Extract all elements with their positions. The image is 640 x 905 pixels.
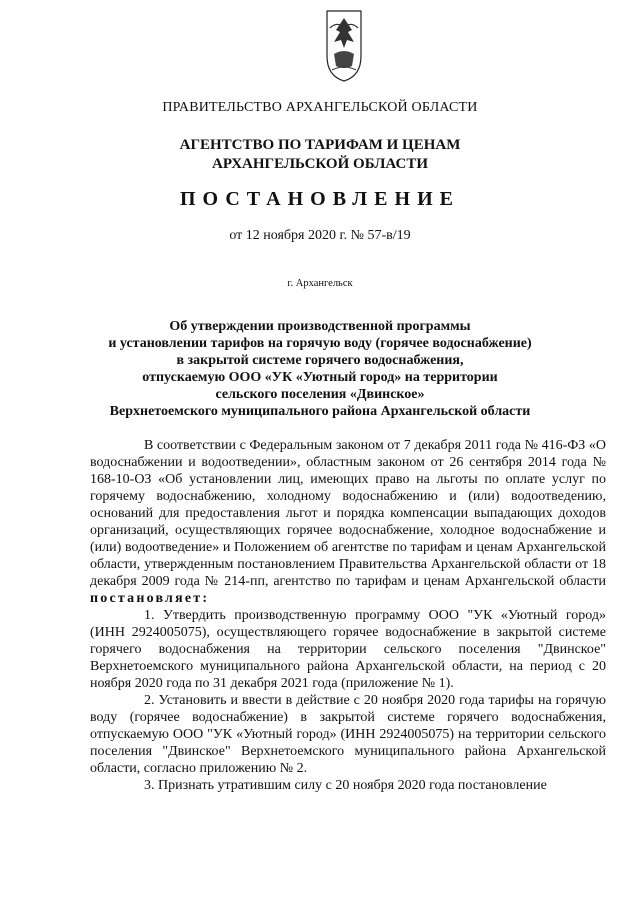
coat-of-arms-emblem [324,8,364,84]
subject-line-3: в закрытой системе горячего водоснабжения, [176,353,464,368]
subject-line-6: Верхнетоемского муниципального района Архангельской области [109,404,531,419]
agency-line-2: АРХАНГЕЛЬСКОЙ ОБЛАСТИ [212,156,428,172]
subject-line-1: Об утверждении производственной программы [169,319,471,334]
preamble-text: В соответствии с Федеральным законом от 7 декабря 2011 года № 416-ФЗ «О водоснабжении и водоотведении», областным законом от 26 сентября 2014 года № 168-10-ОЗ «Об установлении лиц, имеющих право на льготы по оплате услуг по горячему водоснабжению, холодному водоснабжению и (или) водоотведению, оснований для предоставления льгот и порядка компенсации выпадающих доходов организаций, осуществляющих горячее водоснабжение, холодное водоснабжение и (или) водоотведение» и Положением об агентстве по тарифам и ценам Архангельской области, утвержденным постановлением Правительства Архангельской области от 18 декабря 2009 года № 214-пп, агентство по тарифам и ценам Архангельской области [90,438,606,589]
document-date-number: от 12 ноября 2020 г. № 57-в/19 [229,228,411,243]
item-3-paragraph: 3. Признать утратившим силу с 20 ноября 2020 года постановление [144,778,547,793]
subject-line-4: отпускаемую ООО «УК «Уютный город» на территории [142,370,498,385]
government-name: ПРАВИТЕЛЬСТВО АРХАНГЕЛЬСКОЙ ОБЛАСТИ [162,100,478,115]
preamble-paragraph [90,437,606,607]
resolves-keyword: постановляет: [90,591,210,606]
subject-line-2: и установлении тарифов на горячую воду (горячее водоснабжение) [108,336,532,351]
document-body [90,437,606,794]
document-city: г. Архангельск [287,278,353,289]
agency-name [0,136,640,174]
item-1-paragraph: 1. Утвердить производственную программу ООО "УК «Уютный город» (ИНН 2924005075), осуществляющего горячее водоснабжение в закрытой системе горячего водоснабжения на территории сельского поселения "Двинское" Верхнетоемского муниципального района Архангельской области, на период с 20 ноября 2020 года по 31 декабря 2021 года (приложение № 1). [90,608,606,691]
agency-line-1: АГЕНТСТВО ПО ТАРИФАМ И ЦЕНАМ [179,137,461,153]
item-2-paragraph: 2. Установить и ввести в действие с 20 ноября 2020 года тарифы на горячую воду (горячее водоснабжение) в закрытой системе горячего водоснабжения, отпускаемую ООО "УК «Уютный город» (ИНН 2924005075) на территории сельского поселения "Двинское" Верхнетоемского муниципального района Архангельской области, согласно приложению № 2. [90,693,606,776]
subject-line-5: сельского поселения «Двинское» [215,387,425,402]
document-type-title: ПОСТАНОВЛЕНИЕ [180,188,460,210]
document-subject [0,318,640,420]
